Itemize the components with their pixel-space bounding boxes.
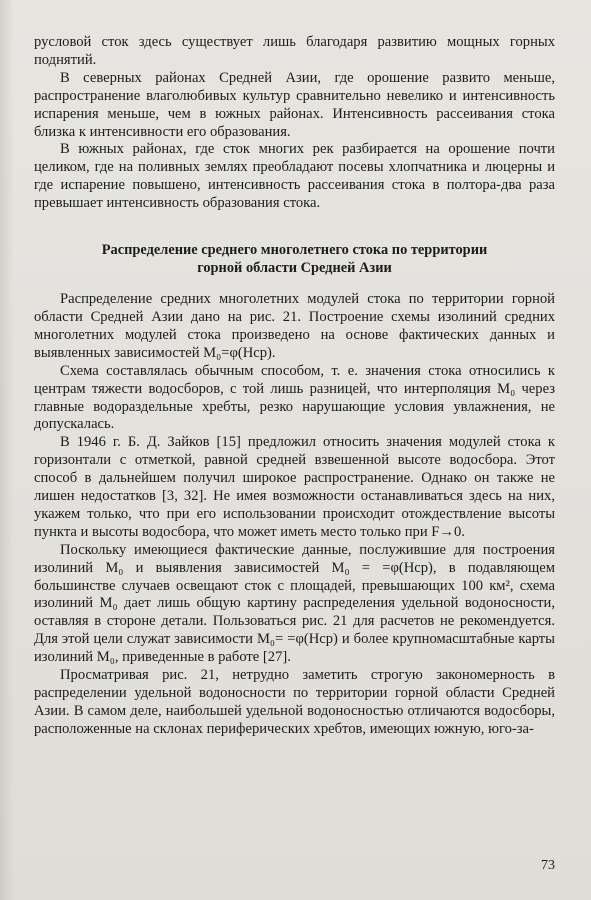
paragraph-1: русловой сток здесь существует лишь благодаря развитию мощных горных поднятий.: [34, 34, 555, 68]
section-title-line-1: Распределение среднего многолетнего стока по территории: [101, 242, 488, 259]
paragraph-4: Распределение средних многолетних модулей стока по территории горной области Средней Азии дано на рис. 21. Построение схемы изолиний средних многолетних модулей стока произведено на основе фактических данных и выявленных зависимостей M₀=φ(Hср).: [34, 291, 555, 361]
section-title: [34, 241, 555, 277]
paragraph-6: В 1946 г. Б. Д. Зайков [15] предложил относить значения модулей стока к горизонтали с отметкой, равной средней взвешенной высоте водосбора. Этот способ в дальнейшем получил широкое распространение. Однако он также не лишен недостатков [3, 32]. Не имея возможности останавливаться здесь на них, укажем только, что при его использовании происходит отождествление высоты пункта и высоты водосбора, что может иметь место только при F→0.: [34, 434, 555, 540]
paragraph-3: В южных районах, где сток многих рек разбирается на орошение почти целиком, где на поливных землях преобладают посевы хлопчатника и люцерны и где испарение повышено, интенсивность рассеивания стока в полтора-два раза превышает интенсивность образования стока.: [34, 141, 555, 212]
page-number: 73: [541, 858, 555, 873]
paragraph-2: В северных районах Средней Азии, где орошение развито меньше, распространение влаголюбивых культур сравнительно невелико и интенсивность испарения меньше, чем в южных районах. Интенсивность рассеивания стока близка к интенсивности его образования.: [34, 69, 555, 140]
paragraph-7: Поскольку имеющиеся фактические данные, послужившие для построения изолиний M₀ и выявления зависимостей M₀ = =φ(Hср), в подавляющем большинстве случаев освещают сток с площадей, превышающих 100 км², схема изолиний M₀ дает лишь общую картину распределения удельной водоносности, оставляя в стороне детали. Пользоваться рис. 21 для расчетов не рекомендуется. Для этой цели служат зависимости M₀= =φ(Hср) и более крупномасштабные карты изолиний M₀, приведенные в работе [27].: [34, 541, 555, 666]
paragraph-5: Схема составлялась обычным способом, т. е. значения стока относились к центрам тяжести водосборов, с той лишь разницей, что интерполяция M₀ через главные водораздельные хребты, резко нарушающие условия увлажнения, не допускалась.: [34, 362, 555, 433]
paragraph-8: Просматривая рис. 21, нетрудно заметить строгую закономерность в распределении удельной водоносности по территории горной области Средней Азии. В самом деле, наибольшей удельной водоносностью отличаются водосборы, расположенные на склонах периферических хребтов, имеющих южную, юго-за-: [34, 667, 555, 737]
section-title-line-2: горной области Средней Азии: [197, 260, 392, 277]
